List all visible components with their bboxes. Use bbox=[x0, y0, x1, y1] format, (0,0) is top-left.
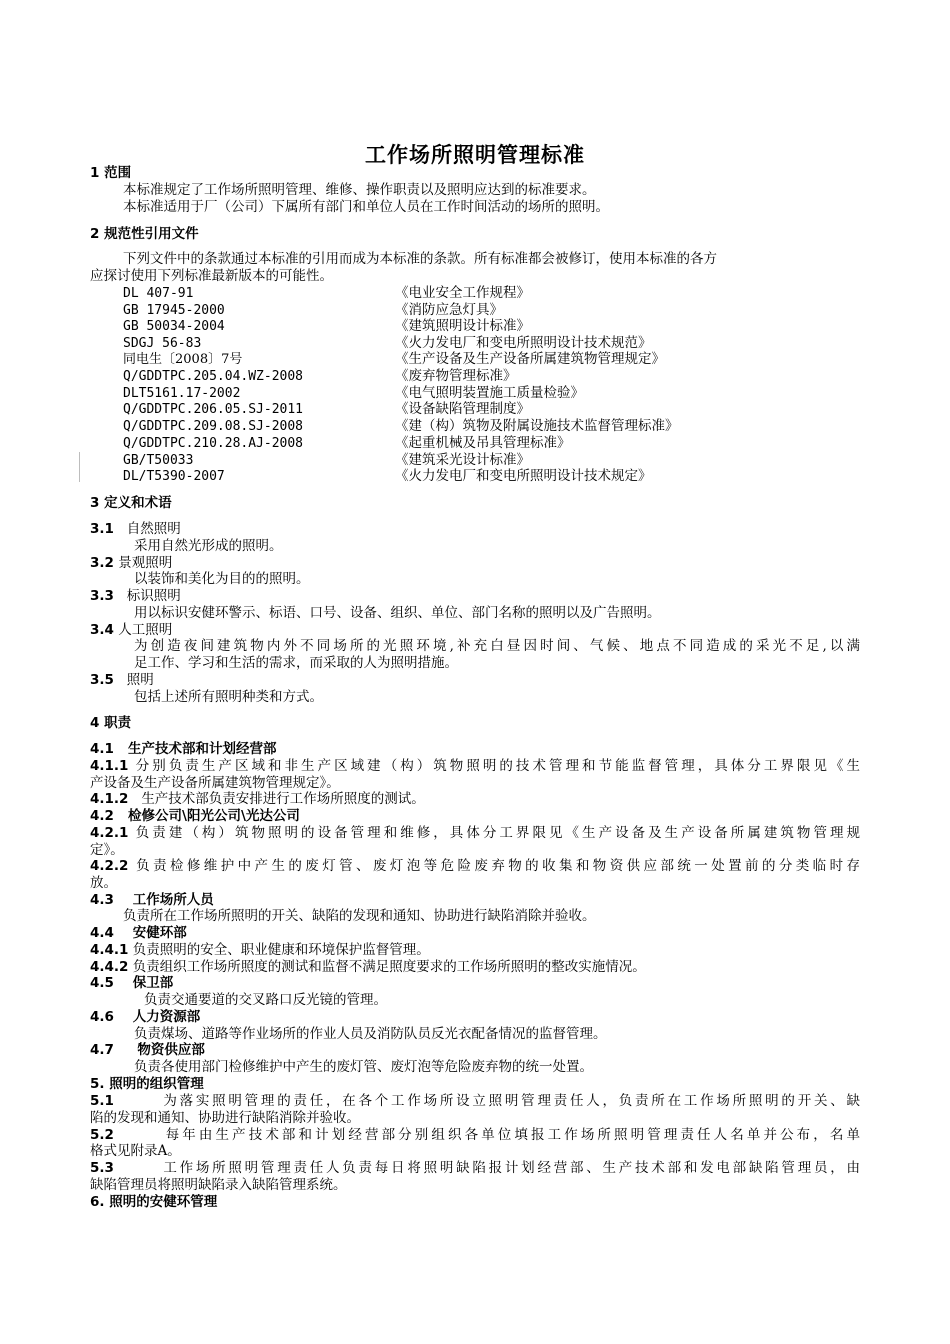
definition-text: 为创造夜间建筑物内外不同场所的光照环境,补充白昼因时间、气候、地点不同造成的采光不足,以满 bbox=[134, 638, 860, 654]
section-6-heading: 6. 照明的安健环管理 bbox=[90, 1194, 218, 1210]
section-5-heading: 5. 照明的组织管理 bbox=[90, 1076, 204, 1092]
clause-number: 3.5 bbox=[90, 672, 114, 688]
subsection-heading: 4.7 物资供应部 bbox=[90, 1042, 205, 1058]
term-text: 自然照明 bbox=[126, 521, 181, 537]
reference-code: Q/GDDTPC.206.05.SJ-2011 bbox=[123, 402, 304, 417]
section-2-intro: 应探讨使用下列标准最新版本的可能性。 bbox=[90, 268, 333, 284]
clause-text: 4.2.1 负责建（构）筑物照明的设备管理和维修，具体分工界限见《生产设备及生产设备所属建筑物管理规 bbox=[90, 825, 861, 841]
definition-term bbox=[90, 622, 860, 639]
clause-text: 4.4.2 负责组织工作场所照度的测试和监督不满足照度要求的工作场所照明的整改实施情况。 bbox=[90, 959, 646, 975]
section-1-paragraph: 本标准适用于厂（公司）下属所有部门和单位人员在工作时间活动的场所的照明。 bbox=[123, 199, 609, 215]
reference-title: 《生产设备及生产设备所属建筑物管理规定》 bbox=[395, 351, 665, 367]
subsection-heading: 4.4 安健环部 bbox=[90, 925, 187, 941]
subsection-heading: 4.6 人力资源部 bbox=[90, 1009, 201, 1025]
reference-title: 《设备缺陷管理制度》 bbox=[395, 401, 530, 417]
reference-title: 《建筑采光设计标准》 bbox=[395, 452, 530, 468]
reference-title: 《火力发电厂和变电所照明设计技术规范》 bbox=[395, 335, 652, 351]
section-3-heading: 3 定义和术语 bbox=[90, 495, 172, 511]
definition-term bbox=[90, 672, 860, 689]
clause-text: 负责交通要道的交叉路口反光镜的管理。 bbox=[144, 992, 387, 1008]
reference-title: 《废弃物管理标准》 bbox=[395, 368, 517, 384]
clause-text: 5.3 工作场所照明管理责任人负责每日将照明缺陷报计划经营部、生产技术部和发电部缺陷管理员，由 bbox=[90, 1160, 860, 1176]
reference-code: GB 50034-2004 bbox=[123, 319, 225, 334]
clause-text: 产设备及生产设备所属建筑物管理规定》。 bbox=[90, 775, 340, 791]
clause-text: 放。 bbox=[90, 875, 117, 891]
clause-text: 陷的发现和通知、协助进行缺陷消除并验收。 bbox=[90, 1110, 360, 1126]
term-text: 人工照明 bbox=[118, 622, 173, 638]
clause-text: 负责所在工作场所照明的开关、缺陷的发现和通知、协助进行缺陷消除并验收。 bbox=[123, 908, 596, 924]
definition-term bbox=[90, 555, 860, 572]
section-2-intro: 下列文件中的条款通过本标准的引用而成为本标准的条款。所有标准都会被修订，使用本标准的各方 bbox=[123, 251, 717, 267]
clause-text: 4.4.1 负责照明的安全、职业健康和环境保护监督管理。 bbox=[90, 942, 430, 958]
section-4-heading: 4 职责 bbox=[90, 715, 132, 731]
margin-mark bbox=[79, 452, 80, 482]
reference-title: 《建（构）筑物及附属设施技术监督管理标准》 bbox=[395, 418, 679, 434]
clause-text: 5.1 为落实照明管理的责任，在各个工作场所设立照明管理责任人，负责所在工作场所照明的开关、缺 bbox=[90, 1093, 860, 1109]
section-2-heading: 2 规范性引用文件 bbox=[90, 226, 199, 242]
definition-term bbox=[90, 588, 860, 605]
definition-text: 采用自然光形成的照明。 bbox=[134, 538, 283, 554]
definition-text: 以装饰和美化为目的的照明。 bbox=[134, 571, 310, 587]
reference-code: Q/GDDTPC.209.08.SJ-2008 bbox=[123, 419, 304, 434]
term-text: 标识照明 bbox=[126, 588, 181, 604]
definition-text: 用以标识安健环警示、标语、口号、设备、组织、单位、部门名称的照明以及广告照明。 bbox=[134, 605, 661, 621]
section-1-paragraph: 本标准规定了工作场所照明管理、维修、操作职责以及照明应达到的标准要求。 bbox=[123, 182, 596, 198]
reference-title: 《起重机械及吊具管理标准》 bbox=[395, 435, 571, 451]
clause-number: 3.3 bbox=[90, 588, 114, 604]
reference-code: DL/T5390-2007 bbox=[123, 469, 225, 484]
clause-number: 3.4 bbox=[90, 622, 114, 638]
reference-title: 《消防应急灯具》 bbox=[395, 302, 503, 318]
clause-text: 定》。 bbox=[90, 842, 124, 858]
section-1-heading: 1 范围 bbox=[90, 165, 132, 181]
subsection-heading: 4.3 工作场所人员 bbox=[90, 892, 214, 908]
reference-title: 《建筑照明设计标准》 bbox=[395, 318, 530, 334]
reference-code: 同电生〔2008〕7号 bbox=[123, 352, 243, 367]
reference-code: GB/T50033 bbox=[123, 453, 194, 468]
definition-text: 足工作、学习和生活的需求，而采取的人为照明措施。 bbox=[134, 655, 458, 671]
clause-text: 4.1.1 分别负责生产区域和非生产区域建（构）筑物照明的技术管理和节能监督管理，具体分工界限见《生 bbox=[90, 758, 861, 774]
definition-term bbox=[90, 521, 860, 538]
subsection-heading: 4.5 保卫部 bbox=[90, 975, 174, 991]
clause-text: 4.1.2 生产技术部负责安排进行工作场所照度的测试。 bbox=[90, 791, 425, 807]
reference-code: DLT5161.17-2002 bbox=[123, 386, 241, 401]
reference-code: GB 17945-2000 bbox=[123, 303, 225, 318]
reference-title: 《火力发电厂和变电所照明设计技术规定》 bbox=[395, 468, 652, 484]
clause-number: 3.2 bbox=[90, 555, 114, 571]
reference-code: Q/GDDTPC.210.28.AJ-2008 bbox=[123, 436, 304, 451]
clause-text: 格式见附录A。 bbox=[90, 1143, 181, 1159]
subsection-heading: 4.1 生产技术部和计划经营部 bbox=[90, 741, 277, 757]
subsection-heading: 4.2 检修公司\阳光公司\光达公司 bbox=[90, 808, 300, 824]
clause-text: 负责各使用部门检修维护中产生的废灯管、废灯泡等危险废弃物的统一处置。 bbox=[134, 1059, 593, 1075]
clause-text: 4.2.2 负责检修维护中产生的废灯管、废灯泡等危险废弃物的收集和物资供应部统一处置前的分类临时存 bbox=[90, 858, 861, 874]
clause-text: 5.2 每年由生产技术部和计划经营部分别组织各单位填报工作场所照明管理责任人名单并公布，名单 bbox=[90, 1127, 860, 1143]
page-title: 工作场所照明管理标准 bbox=[365, 143, 585, 167]
clause-text: 负责煤场、道路等作业场所的作业人员及消防队员反光衣配备情况的监督管理。 bbox=[134, 1026, 607, 1042]
term-text: 照明 bbox=[126, 672, 154, 688]
reference-title: 《电气照明装置施工质量检验》 bbox=[395, 385, 584, 401]
reference-code: SDGJ 56-83 bbox=[123, 336, 202, 351]
reference-code: DL 407-91 bbox=[123, 286, 194, 301]
reference-code: Q/GDDTPC.205.04.WZ-2008 bbox=[123, 369, 304, 384]
reference-title: 《电业安全工作规程》 bbox=[395, 285, 530, 301]
clause-number: 3.1 bbox=[90, 521, 114, 537]
definition-text: 包括上述所有照明种类和方式。 bbox=[134, 689, 323, 705]
term-text: 景观照明 bbox=[118, 555, 173, 571]
clause-text: 缺陷管理员将照明缺陷录入缺陷管理系统。 bbox=[90, 1177, 347, 1193]
